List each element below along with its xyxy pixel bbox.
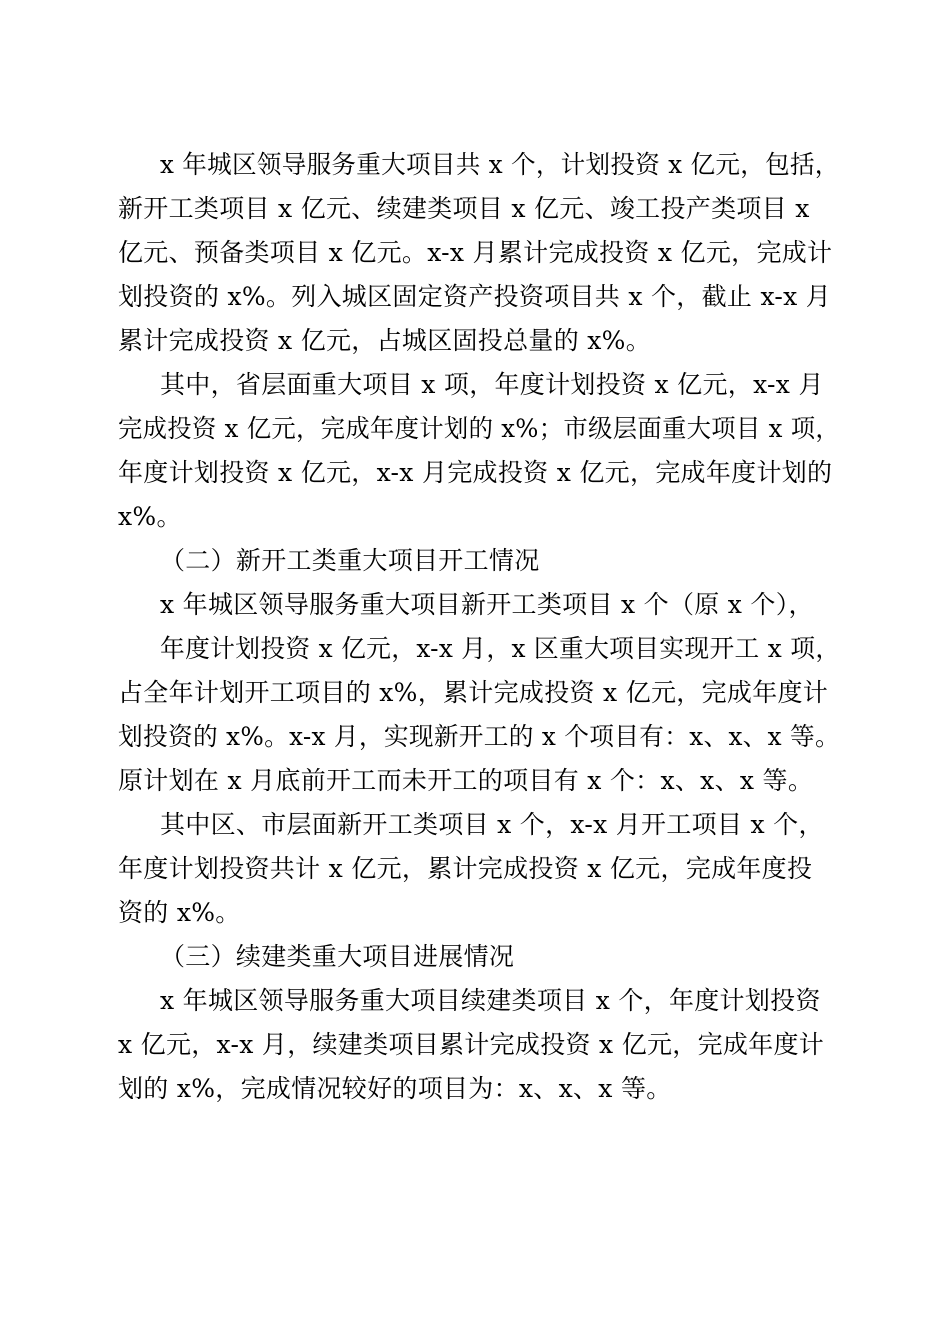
paragraph-1-line-2: 新开工类项目 x 亿元、续建类项目 x 亿元、竣工投产类项目 x — [118, 194, 810, 223]
paragraph-1-line-1: x 年城区领导服务重大项目共 x 个，计划投资 x 亿元，包括， — [160, 150, 840, 179]
paragraph-6-line-1: x 年城区领导服务重大项目续建类项目 x 个，年度计划投资 — [160, 986, 821, 1015]
paragraph-2-line-3: 年度计划投资 x 亿元，x-x 月完成投资 x 亿元，完成年度计划的 — [118, 458, 833, 487]
paragraph-6-line-3: 划的 x%，完成情况较好的项目为：x、x、x 等。 — [118, 1074, 672, 1103]
paragraph-4-line-1: 年度计划投资 x 亿元，x-x 月，x 区重大项目实现开工 x 项， — [160, 634, 841, 663]
paragraph-5-line-1: 其中区、市层面新开工类项目 x 个，x-x 月开工项目 x 个， — [160, 810, 824, 839]
paragraph-4-line-4: 原计划在 x 月底前开工而未开工的项目有 x 个：x、x、x 等。 — [118, 766, 814, 795]
paragraph-4-line-2: 占全年计划开工项目的 x%，累计完成投资 x 亿元，完成年度计 — [118, 678, 829, 707]
paragraph-1-line-4: 划投资的 x%。列入城区固定资产投资项目共 x 个，截止 x-x 月 — [118, 282, 832, 311]
paragraph-2-line-1: 其中，省层面重大项目 x 项，年度计划投资 x 亿元，x-x 月 — [160, 370, 824, 399]
paragraph-2-line-4: x%。 — [118, 502, 182, 531]
paragraph-2-line-2: 完成投资 x 亿元，完成年度计划的 x%；市级层面重大项目 x 项， — [118, 414, 841, 443]
paragraph-4-line-3: 划投资的 x%。x-x 月，实现新开工的 x 个项目有：x、x、x 等。 — [118, 722, 841, 751]
section-heading-2: （二）新开工类重大项目开工情况 — [160, 546, 540, 575]
paragraph-5-line-2: 年度计划投资共计 x 亿元，累计完成投资 x 亿元，完成年度投 — [118, 854, 813, 883]
paragraph-5-line-3: 资的 x%。 — [118, 898, 241, 927]
section-heading-3: （三）续建类重大项目进展情况 — [160, 942, 515, 971]
paragraph-3-line-1: x 年城区领导服务重大项目新开工类项目 x 个（原 x 个）， — [160, 590, 814, 619]
paragraph-1-line-3: 亿元、预备类项目 x 亿元。x-x 月累计完成投资 x 亿元，完成计 — [118, 238, 833, 267]
paragraph-6-line-2: x 亿元，x-x 月，续建类项目累计完成投资 x 亿元，完成年度计 — [118, 1030, 825, 1059]
paragraph-1-line-5: 累计完成投资 x 亿元，占城区固投总量的 x%。 — [118, 326, 651, 355]
